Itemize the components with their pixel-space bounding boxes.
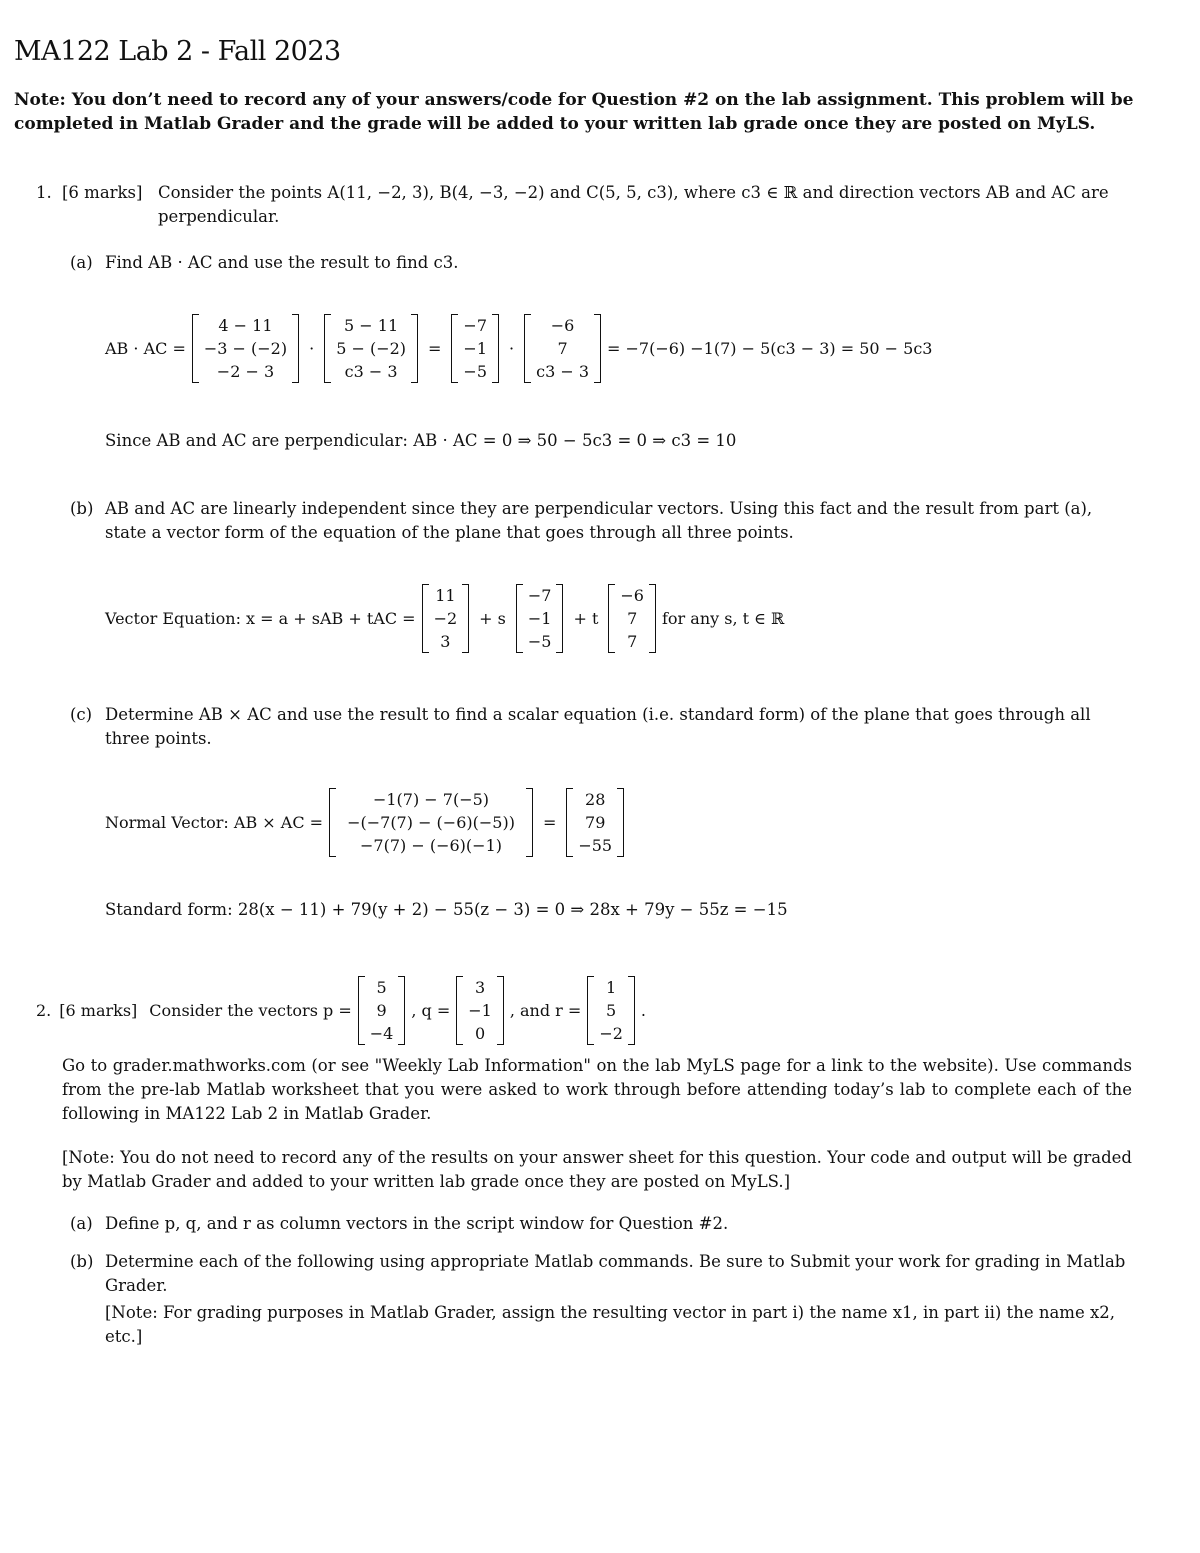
q2-grading-note: [Note: You do not need to record any of the results on your answer sheet for this question. Your code and output will be graded by Matlab Grader and added to your written lab grade once they are posted on MyLS.] bbox=[62, 1148, 1132, 1191]
q2a-label: (a) bbox=[70, 1214, 93, 1233]
point-a-vector bbox=[422, 584, 470, 653]
q1c-text: Determine AB × AC and use the result to find a scalar equation (i.e. standard form) of the plane that goes through all three points. bbox=[105, 705, 1091, 748]
matrix-entry: c3 − 3 bbox=[536, 361, 590, 381]
equals-sign: = bbox=[542, 812, 557, 832]
matrix-ac-evaluated bbox=[524, 314, 601, 383]
direction-ab-vector bbox=[516, 584, 564, 653]
matrix-entry: 5 bbox=[376, 977, 387, 997]
q1-number: 1. bbox=[36, 183, 52, 202]
q1a-text: Find AB · AC and use the result to find c3. bbox=[105, 253, 459, 272]
matrix-entry: 7 bbox=[627, 631, 638, 651]
matrix-entry: 3 bbox=[440, 631, 451, 651]
vector-p bbox=[358, 976, 406, 1045]
q2-marks: [6 marks] bbox=[59, 1000, 138, 1020]
plus-s: + s bbox=[479, 608, 506, 628]
q2-stem: Consider the vectors p = bbox=[149, 1000, 352, 1020]
matrix-entry: −(−7(7) − (−6)(−5)) bbox=[347, 812, 515, 832]
matrix-entry: 28 bbox=[585, 789, 606, 809]
direction-ac-vector bbox=[608, 584, 656, 653]
q2b-label: (b) bbox=[70, 1252, 94, 1271]
q2-instructions: Go to grader.mathworks.com (or see "Weekly Lab Information" on the lab MyLS page for a link to the website). Use commands from the pre-lab Matlab worksheet that you were asked to work through before attending today’s lab to complete each of the following in MA122 Lab 2 in Matlab Grader. bbox=[62, 1056, 1132, 1123]
matrix-entry: 11 bbox=[435, 585, 456, 605]
q1c-standard-form: Standard form: 28(x − 11) + 79(y + 2) − 55(z − 3) = 0 ⇒ 28x + 79y − 55z = −15 bbox=[105, 900, 788, 919]
q2a-text: Define p, q, and r as column vectors in the script window for Question #2. bbox=[105, 1214, 729, 1233]
matrix-entry: −7 bbox=[527, 585, 552, 605]
matrix-entry: 5 bbox=[606, 1000, 617, 1020]
matrix-entry: −1 bbox=[468, 1000, 492, 1020]
q2b-note: [Note: For grading purposes in Matlab Grader, assign the resulting vector in part i) the name x1, in part ii) the name x2, etc.] bbox=[105, 1303, 1115, 1346]
matrix-entry: 4 − 11 bbox=[218, 315, 273, 335]
matrix-ab-evaluated bbox=[451, 314, 499, 383]
matrix-entry: 1 bbox=[606, 977, 617, 997]
page-title: MA122 Lab 2 - Fall 2023 bbox=[14, 36, 341, 67]
matrix-entry: 3 bbox=[474, 977, 486, 997]
matrix-entry: −1 bbox=[463, 338, 488, 358]
dot-operator: · bbox=[509, 338, 515, 358]
matrix-entry: −2 bbox=[433, 608, 458, 628]
matrix-entry: −3 − (−2) bbox=[203, 338, 288, 358]
matrix-entry: 5 − (−2) bbox=[336, 338, 407, 358]
q2-period: . bbox=[640, 1000, 646, 1020]
q1b-vector-equation bbox=[105, 583, 784, 653]
matrix-entry: −5 bbox=[527, 631, 552, 651]
dot-operator: · bbox=[309, 338, 315, 358]
q2-number: 2. bbox=[36, 1000, 52, 1020]
matrix-entry: −7(7) − (−6)(−1) bbox=[360, 835, 502, 855]
matrix-entry: 5 − 11 bbox=[344, 315, 399, 335]
matrix-entry: −6 bbox=[620, 585, 644, 605]
assignment-note: Note: You don’t need to record any of your answers/code for Question #2 on the lab assignment. This problem will be completed in Matlab Grader and the grade will be added to your written lab grade once they are posted on MyLS. bbox=[14, 90, 1134, 134]
cross-product-expanded bbox=[329, 788, 533, 857]
matrix-entry: −2 − 3 bbox=[216, 361, 275, 381]
q2b-text: Determine each of the following using appropriate Matlab commands. Be sure to Submit your work for grading in Matlab Grader. bbox=[105, 1252, 1126, 1295]
q1a-dot-product-work bbox=[105, 313, 932, 383]
matrix-entry: 9 bbox=[376, 1000, 387, 1020]
vector-q bbox=[456, 976, 504, 1045]
matrix-ac bbox=[324, 314, 418, 383]
normal-vector bbox=[566, 788, 624, 857]
q2-vectors-line bbox=[36, 975, 646, 1045]
equals-sign: = bbox=[428, 338, 442, 358]
q1a-lhs: AB · AC = bbox=[105, 338, 186, 358]
q1b-label: (b) bbox=[70, 499, 94, 518]
matrix-entry: −1(7) − 7(−5) bbox=[372, 789, 490, 809]
vector-r bbox=[587, 976, 635, 1045]
q-separator: , q = bbox=[411, 1000, 451, 1020]
q1a-conclusion: Since AB and AC are perpendicular: AB · AC = 0 ⇒ 50 − 5c3 = 0 ⇒ c3 = 10 bbox=[105, 431, 737, 450]
q1-stem: Consider the points A(11, −2, 3), B(4, −3, −2) and C(5, 5, c3), where c3 ∈ ℝ and direction vectors AB and AC are perpendicular. bbox=[158, 183, 1109, 226]
matrix-entry: −4 bbox=[369, 1023, 394, 1043]
q1a-label: (a) bbox=[70, 253, 93, 272]
matrix-entry: 7 bbox=[557, 338, 568, 358]
matrix-entry: −5 bbox=[463, 361, 488, 381]
matrix-entry: 0 bbox=[474, 1023, 486, 1043]
matrix-ab bbox=[192, 314, 299, 383]
q1a-rhs: = −7(−6) −1(7) − 5(c3 − 3) = 50 − 5c3 bbox=[607, 338, 933, 358]
matrix-entry: −6 bbox=[550, 315, 575, 335]
q1b-lhs: Vector Equation: x = a + sAB + tAC = bbox=[105, 608, 416, 628]
q1-marks: [6 marks] bbox=[62, 183, 143, 202]
matrix-entry: 7 bbox=[627, 608, 638, 628]
matrix-entry: 79 bbox=[585, 812, 606, 832]
plus-t: + t bbox=[573, 608, 599, 628]
q1c-cross-product-work bbox=[105, 787, 630, 857]
q1b-tail: for any s, t ∈ ℝ bbox=[661, 608, 785, 628]
q1c-lhs: Normal Vector: AB × AC = bbox=[105, 812, 324, 832]
r-separator: , and r = bbox=[509, 1000, 582, 1020]
matrix-entry: c3 − 3 bbox=[344, 361, 398, 381]
q1b-text: AB and AC are linearly independent since they are perpendicular vectors. Using this fact and the result from part (a), state a vector form of the equation of the plane that goes through all three points. bbox=[105, 499, 1093, 542]
q1c-label: (c) bbox=[70, 705, 93, 724]
matrix-entry: −2 bbox=[599, 1023, 623, 1043]
matrix-entry: −55 bbox=[578, 835, 613, 855]
matrix-entry: −1 bbox=[527, 608, 552, 628]
matrix-entry: −7 bbox=[463, 315, 488, 335]
